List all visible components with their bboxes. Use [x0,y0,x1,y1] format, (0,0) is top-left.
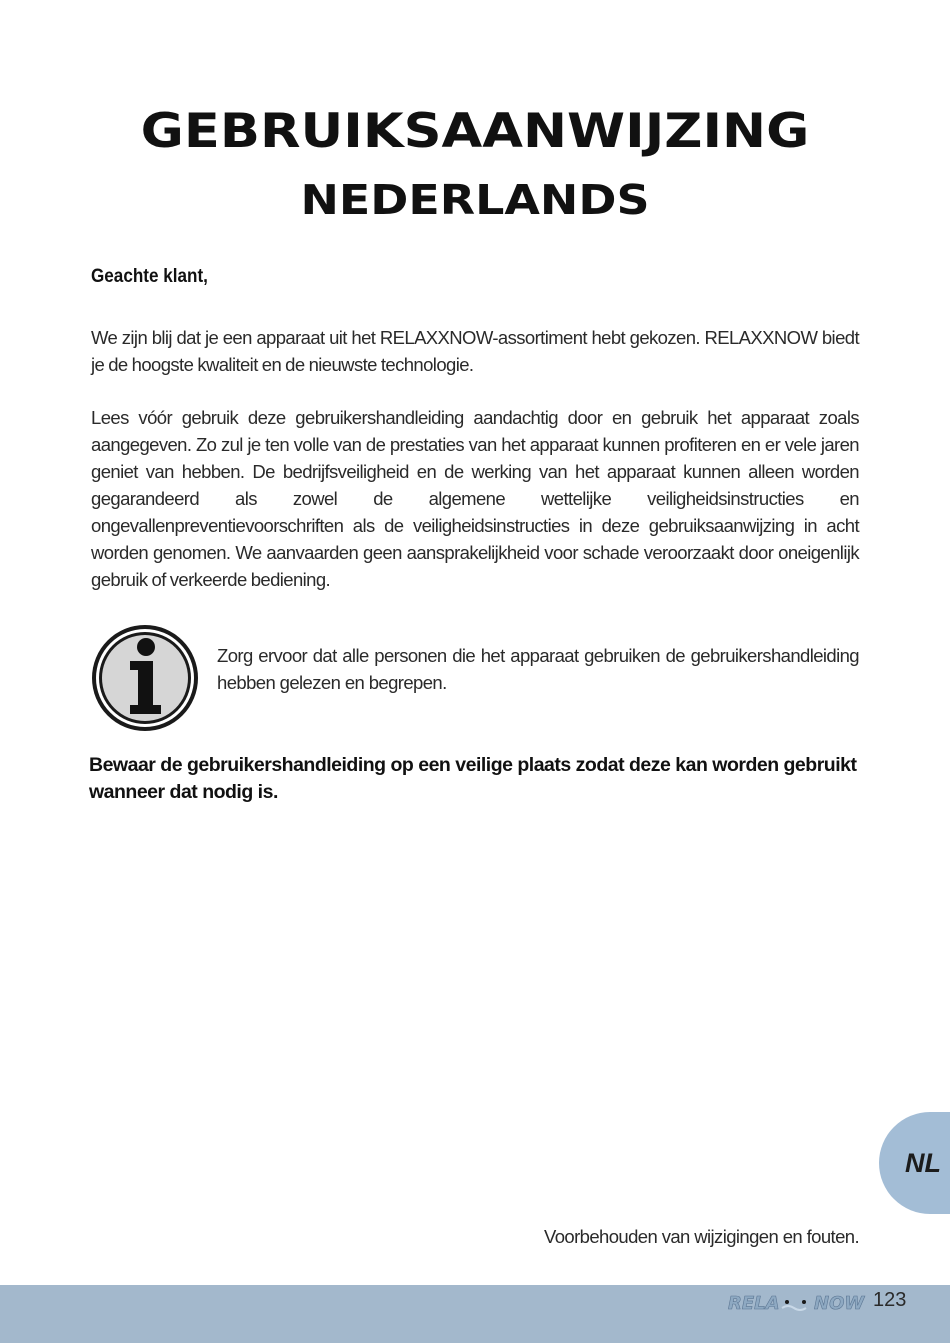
language-label: NL [905,1148,941,1178]
disclaimer: Voorbehouden van wijzigingen en fouten. [543,1226,859,1247]
salutation: Geachte klant, [91,266,208,287]
info-note: Zorg ervoor dat alle personen die het apparaat gebruiken de gebruikershandleiding hebben gelezen en begrepen. [217,645,859,693]
instructions-paragraph: Lees vóór gebruik deze gebruikershandleiding aandachtig door en gebruik het apparaat zoals aangegeven. Zo zul je ten volle van de prestaties van het apparaat kunnen profiteren en er vele jaren geniet van hebben. De bedrijfsveiligheid en de werking van het apparaat kunnen alleen worden gegarandeerd als zowel de algemene wettelijke veiligheidsinstructies en ongevallenpreventievoorschriften als de veiligheidsinstructies in deze gebruiksaanwijzing in acht worden genomen. We aanvaarden geen aansprakelijkheid voor schade veroorzaakt door oneigenlijk gebruik of verkeerde bediening. [91,407,859,590]
info-icon [90,623,200,733]
brand-logo [728,1291,868,1315]
page-subtitle: NEDERLANDS [300,176,650,224]
important-note: Bewaar de gebruikershandleiding op een veilige plaats zodat deze kan worden gebruikt wanneer dat nodig is. [89,754,857,803]
intro-paragraph: We zijn blij dat je een apparaat uit het RELAXXNOW-assortiment hebt gekozen. RELAXXNOW biedt je de hoogste kwaliteit en de nieuwste technologie. [91,327,859,375]
page-title: GEBRUIKSAANWIJZING [140,104,810,159]
page-number: 123 [873,1289,907,1311]
svg-text:NOW: NOW [814,1293,865,1314]
svg-text:RELA: RELA [728,1293,780,1314]
